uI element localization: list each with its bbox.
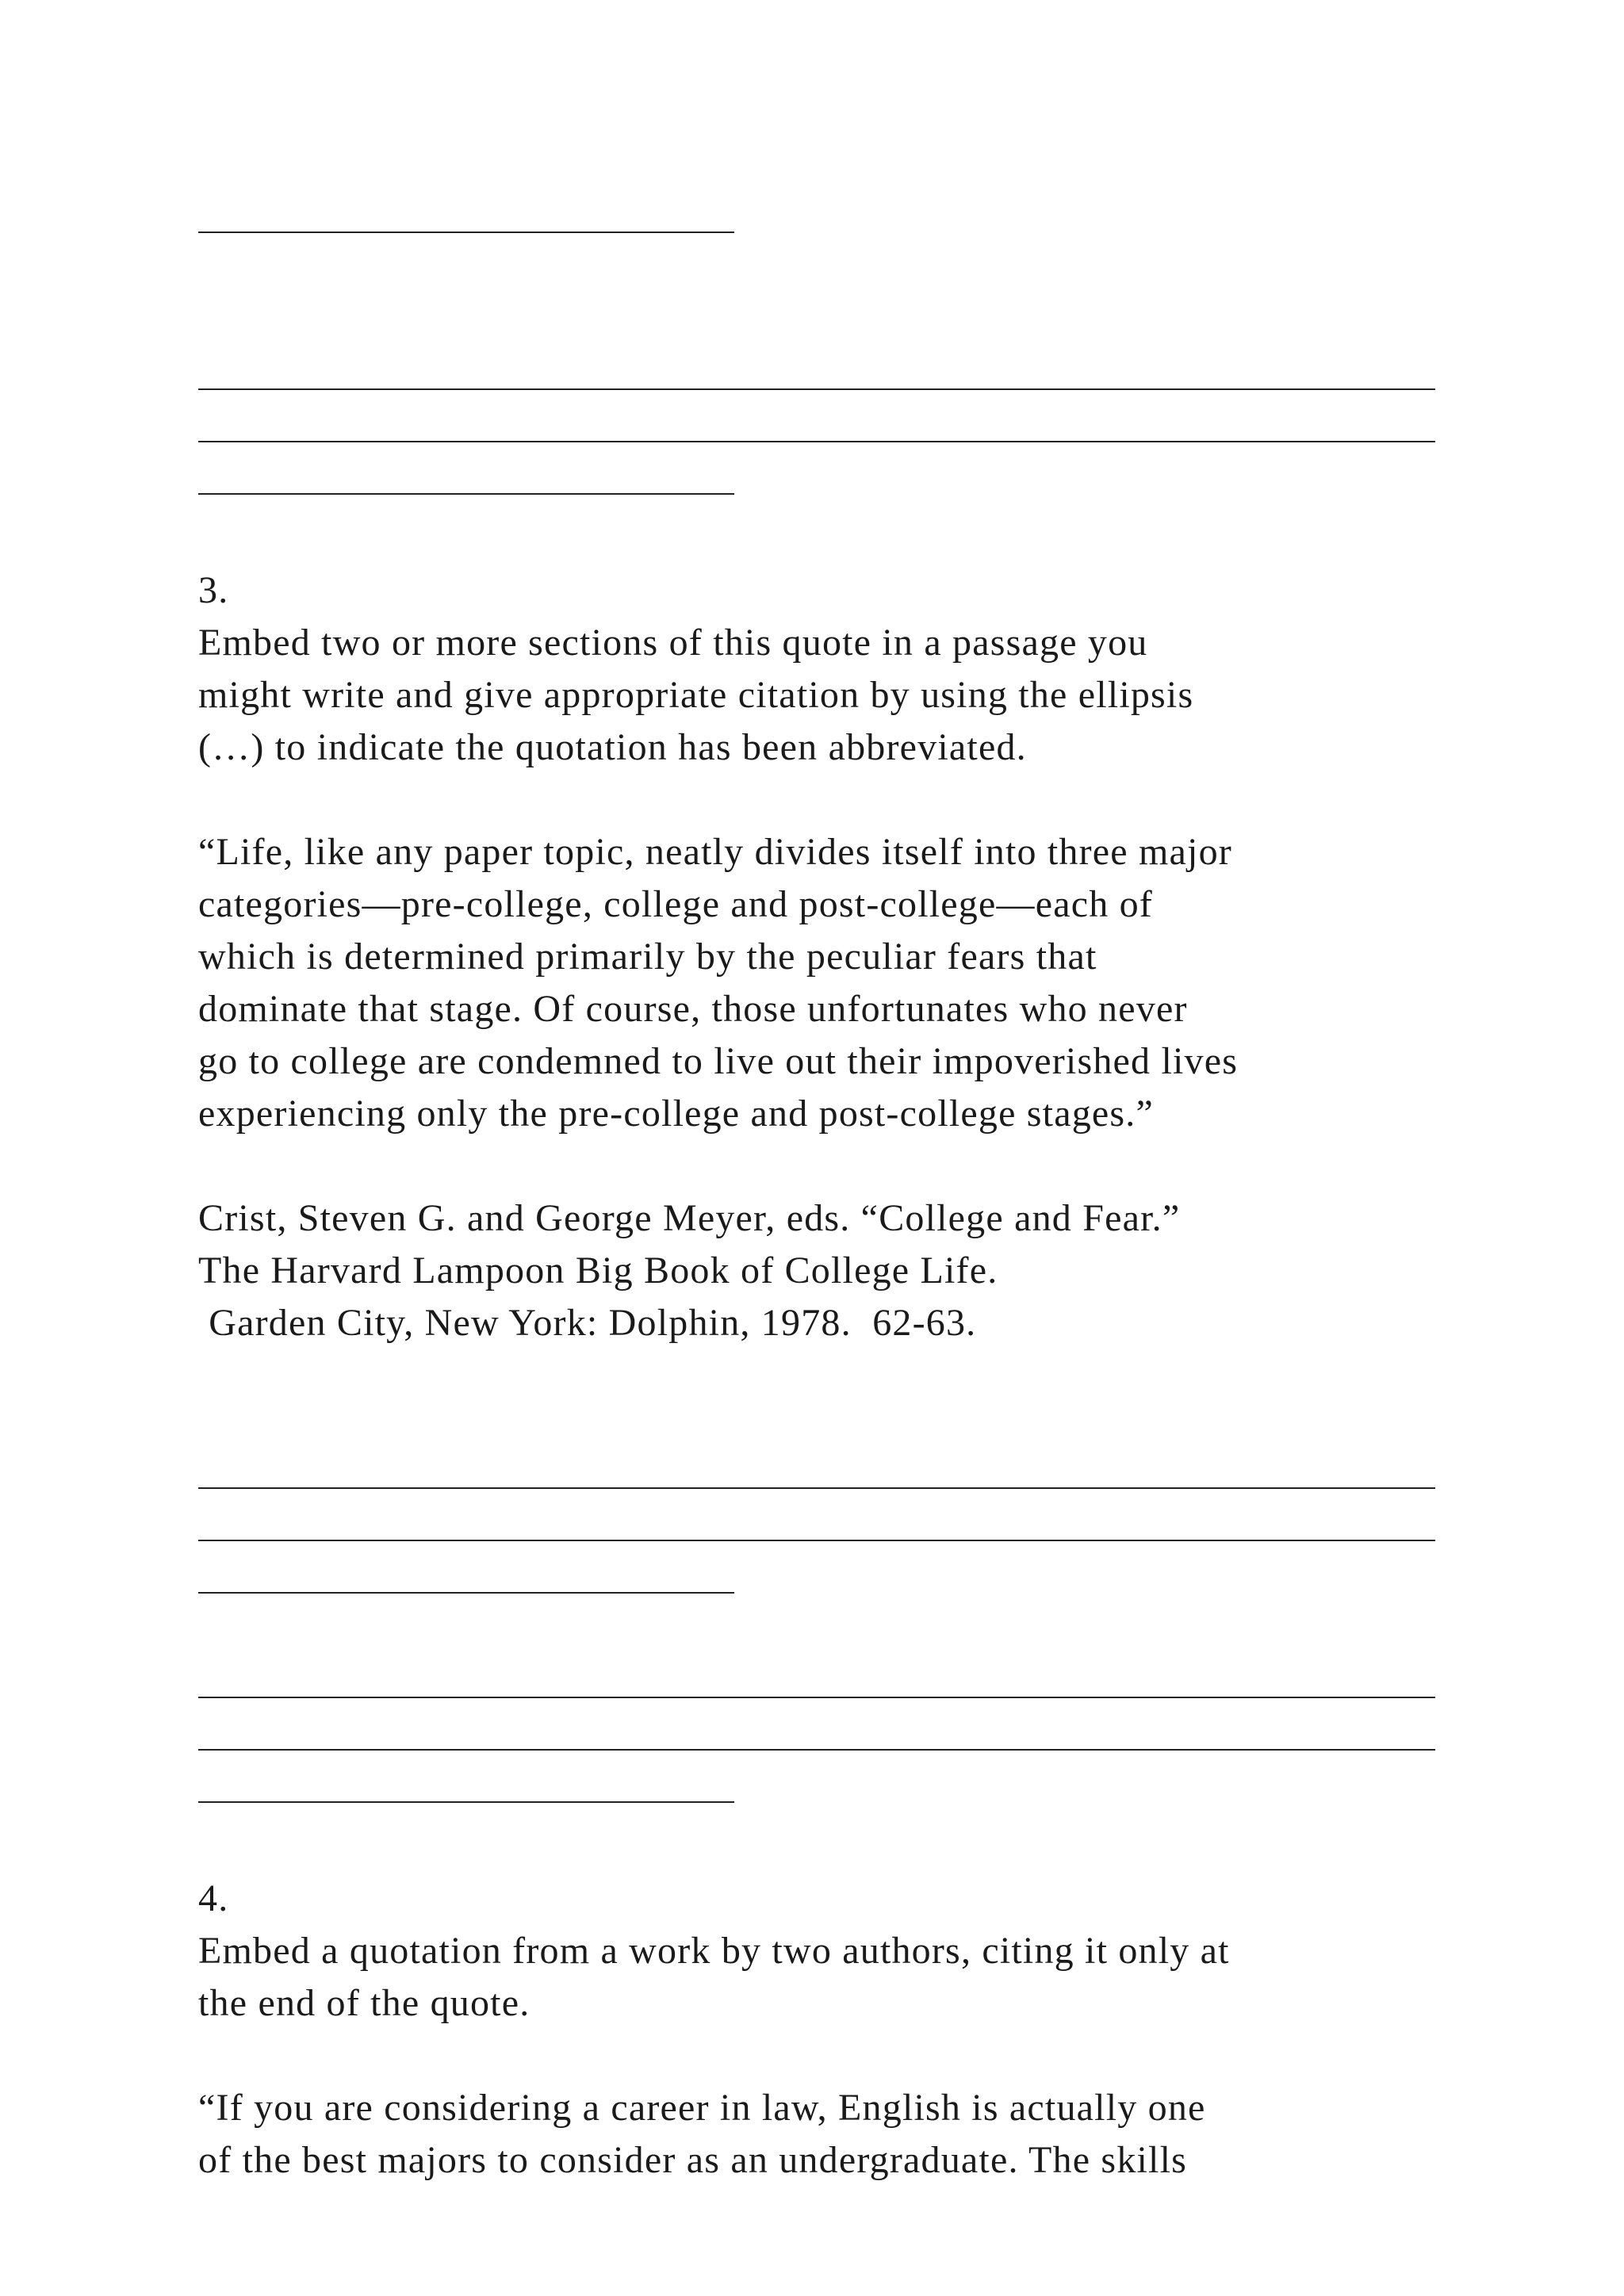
- answer-rule: [198, 1768, 1435, 1820]
- answer-rule: [198, 1506, 1435, 1559]
- question-number: 3.: [198, 569, 229, 611]
- quote-line: “Life, like any paper topic, neatly divides itself into three major: [198, 831, 1232, 873]
- instruction-line: (…) to indicate the quotation has been abbreviated.: [198, 726, 1027, 768]
- quote-line: experiencing only the pre-college and post-college stages.”: [198, 1093, 1155, 1135]
- question-number: 4.: [198, 1877, 229, 1919]
- instruction-line: Embed a quotation from a work by two authors, citing it only at: [198, 1930, 1230, 1972]
- answer-rule: [198, 1559, 1435, 1611]
- answer-rule: [198, 198, 1435, 251]
- answer-rule: [198, 1716, 1435, 1768]
- instruction-line: Embed two or more sections of this quote in a passage you: [198, 622, 1148, 664]
- answer-rule: [198, 408, 1435, 460]
- quote-line: of the best majors to consider as an undergraduate. The skills: [198, 2139, 1188, 2181]
- citation-line: Crist, Steven G. and George Meyer, eds. “College and Fear.”: [198, 1197, 1181, 1239]
- quote-line: go to college are condemned to live out their impoverished lives: [198, 1040, 1239, 1082]
- instruction-line: the end of the quote.: [198, 1982, 530, 2024]
- citation-line: The Harvard Lampoon Big Book of College Life.: [198, 1249, 998, 1292]
- quote-line: dominate that stage. Of course, those unfortunates who never: [198, 988, 1188, 1030]
- answer-rule: [198, 460, 1435, 512]
- answer-rule: [198, 355, 1435, 408]
- citation-line: Garden City, New York: Dolphin, 1978. 62-63.: [198, 1302, 977, 1344]
- answer-rule: [198, 1663, 1435, 1716]
- instruction-line: might write and give appropriate citation by using the ellipsis: [198, 674, 1194, 716]
- quote-line: categories—pre-college, college and post-college—each of: [198, 883, 1153, 925]
- document-body: [198, 198, 1435, 2187]
- quote-line: which is determined primarily by the peculiar fears that: [198, 936, 1097, 978]
- quote-line: “If you are considering a career in law, English is actually one: [198, 2087, 1206, 2129]
- answer-rule: [198, 1454, 1435, 1506]
